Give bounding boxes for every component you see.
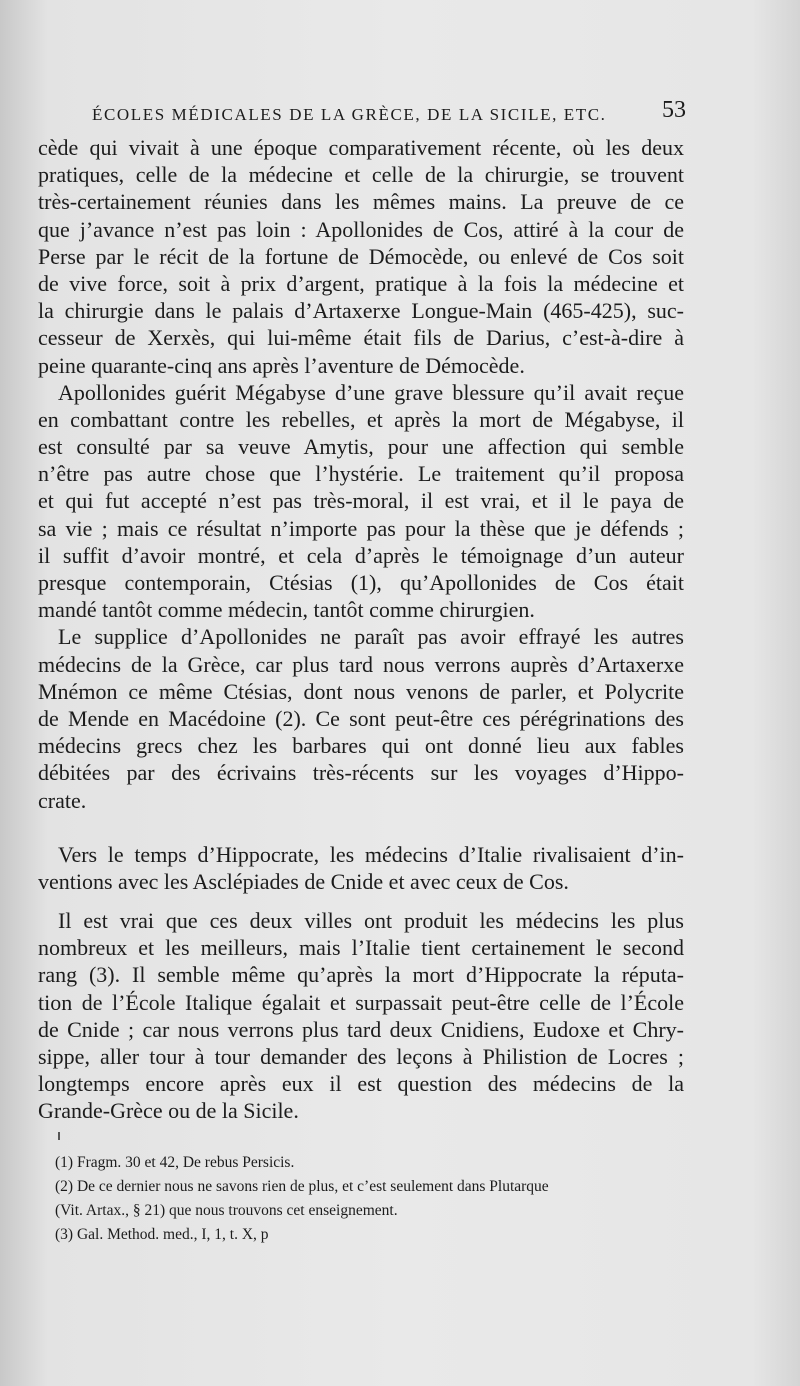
text-line: cesseur de Xerxès, qui lui-même était fils de Darius, c’est-à-dire à [38, 325, 684, 351]
text-line: de Cnide ; car nous verrons plus tard deux Cnidiens, Eudoxe et Chry- [38, 1016, 684, 1042]
text-line: et qui fut accepté n’est pas très-moral, il est vrai, et il le paya de [38, 488, 684, 514]
text-line: la chirurgie dans le palais d’Artaxerxe Longue-Main (465-425), suc- [38, 298, 684, 324]
text-line: Il est vrai que ces deux villes ont produit les médecins les plus [58, 908, 684, 934]
footnote-2-continued: (Vit. Artax., § 21) que nous trouvons cet enseignement. [55, 1202, 398, 1219]
text-line: très-certainement réunies dans les mêmes mains. La preuve de ce [38, 189, 684, 215]
text-line: Mnémon ce même Ctésias, dont nous venons de parler, et Polycrite [38, 678, 684, 704]
text-line: Grande-Grèce ou de la Sicile. [38, 1098, 299, 1124]
text-line: de Mende en Macédoine (2). Ce sont peut-être ces pérégrinations des [38, 705, 684, 731]
text-line: de vive force, soit à prix d’argent, pratique à la fois la médecine et [38, 270, 684, 296]
footnote-3: (3) Gal. Method. med., I, 1, t. X, p [55, 1226, 269, 1243]
text-line: il suffit d’avoir montré, et cela d’après le témoignage d’un auteur [38, 542, 684, 568]
text-line: presque contemporain, Ctésias (1), qu’Apollonides de Cos était [38, 570, 684, 595]
running-title: ÉCOLES MÉDICALES DE LA GRÈCE, DE LA SICILE, ETC. [92, 105, 607, 124]
text-line: n’être pas autre chose que l’hystérie. Le traitement qu’il proposa [38, 461, 684, 487]
text-line: Apollonides guérit Mégabyse d’une grave blessure qu’il avait reçue [58, 379, 684, 405]
text-line: cède qui vivait à une époque comparativement récente, où les deux [38, 135, 684, 160]
text-line: peine quarante-cinq ans après l’aventure de Démocède. [38, 352, 525, 378]
footnotes [55, 1151, 695, 1247]
text-line: que j’avance n’est pas loin : Apollonides de Cos, attiré à la cour de [38, 216, 684, 242]
text-line: est consulté par sa veuve Amytis, pour une affection qui semble [38, 434, 684, 460]
text-line: médecins de la Grèce, car plus tard nous verrons auprès d’Artaxerxe [38, 651, 684, 677]
page-number: 53 [662, 97, 686, 123]
text-line: Vers le temps d’Hippocrate, les médecins d’Italie rivalisaient d’in- [58, 841, 684, 867]
text-line: en combattant contre les rebelles, et après la mort de Mégabyse, il [38, 406, 684, 432]
text-line: nombreux et les meilleurs, mais l’Italie tient certainement le second [38, 935, 684, 961]
text-line: rang (3). Il semble même qu’après la mort d’Hippocrate la réputa- [38, 962, 684, 988]
text-line: sa vie ; mais ce résultat n’importe pas pour la thèse que je défends ; [38, 515, 684, 541]
text-line: longtemps encore après eux il est question des médecins de la [38, 1071, 684, 1097]
page-header [92, 97, 686, 129]
text-line: tion de l’École Italique égalait et surpassait peut-être celle de l’École [38, 989, 684, 1015]
text-line: sippe, aller tour à tour demander des leçons à Philistion de Locres ; [38, 1044, 684, 1069]
text-line: débitées par des écrivains très-récents sur les voyages d’Hippo- [38, 760, 684, 786]
footnote-1: (1) Fragm. 30 et 42, De rebus Persicis. [55, 1154, 295, 1171]
footnote-2: (2) De ce dernier nous ne savons rien de plus, et c’est seulement dans Plutarque [55, 1178, 549, 1195]
body-text [38, 134, 684, 1125]
text-line: crate. [38, 787, 87, 813]
text-line: Perse par le récit de la fortune de Démocède, ou enlevé de Cos soit [38, 243, 684, 269]
stray-mark [58, 1132, 60, 1140]
text-line: mandé tantôt comme médecin, tantôt comme chirurgien. [38, 597, 535, 623]
text-line: ventions avec les Asclépiades de Cnide et avec ceux de Cos. [38, 868, 569, 894]
text-line: médecins grecs chez les barbares qui ont donné lieu aux fables [38, 733, 684, 759]
text-line: Le supplice d’Apollonides ne paraît pas avoir effrayé les autres [58, 624, 684, 650]
text-line: pratiques, celle de la médecine et celle de la chirurgie, se trouvent [38, 162, 684, 188]
